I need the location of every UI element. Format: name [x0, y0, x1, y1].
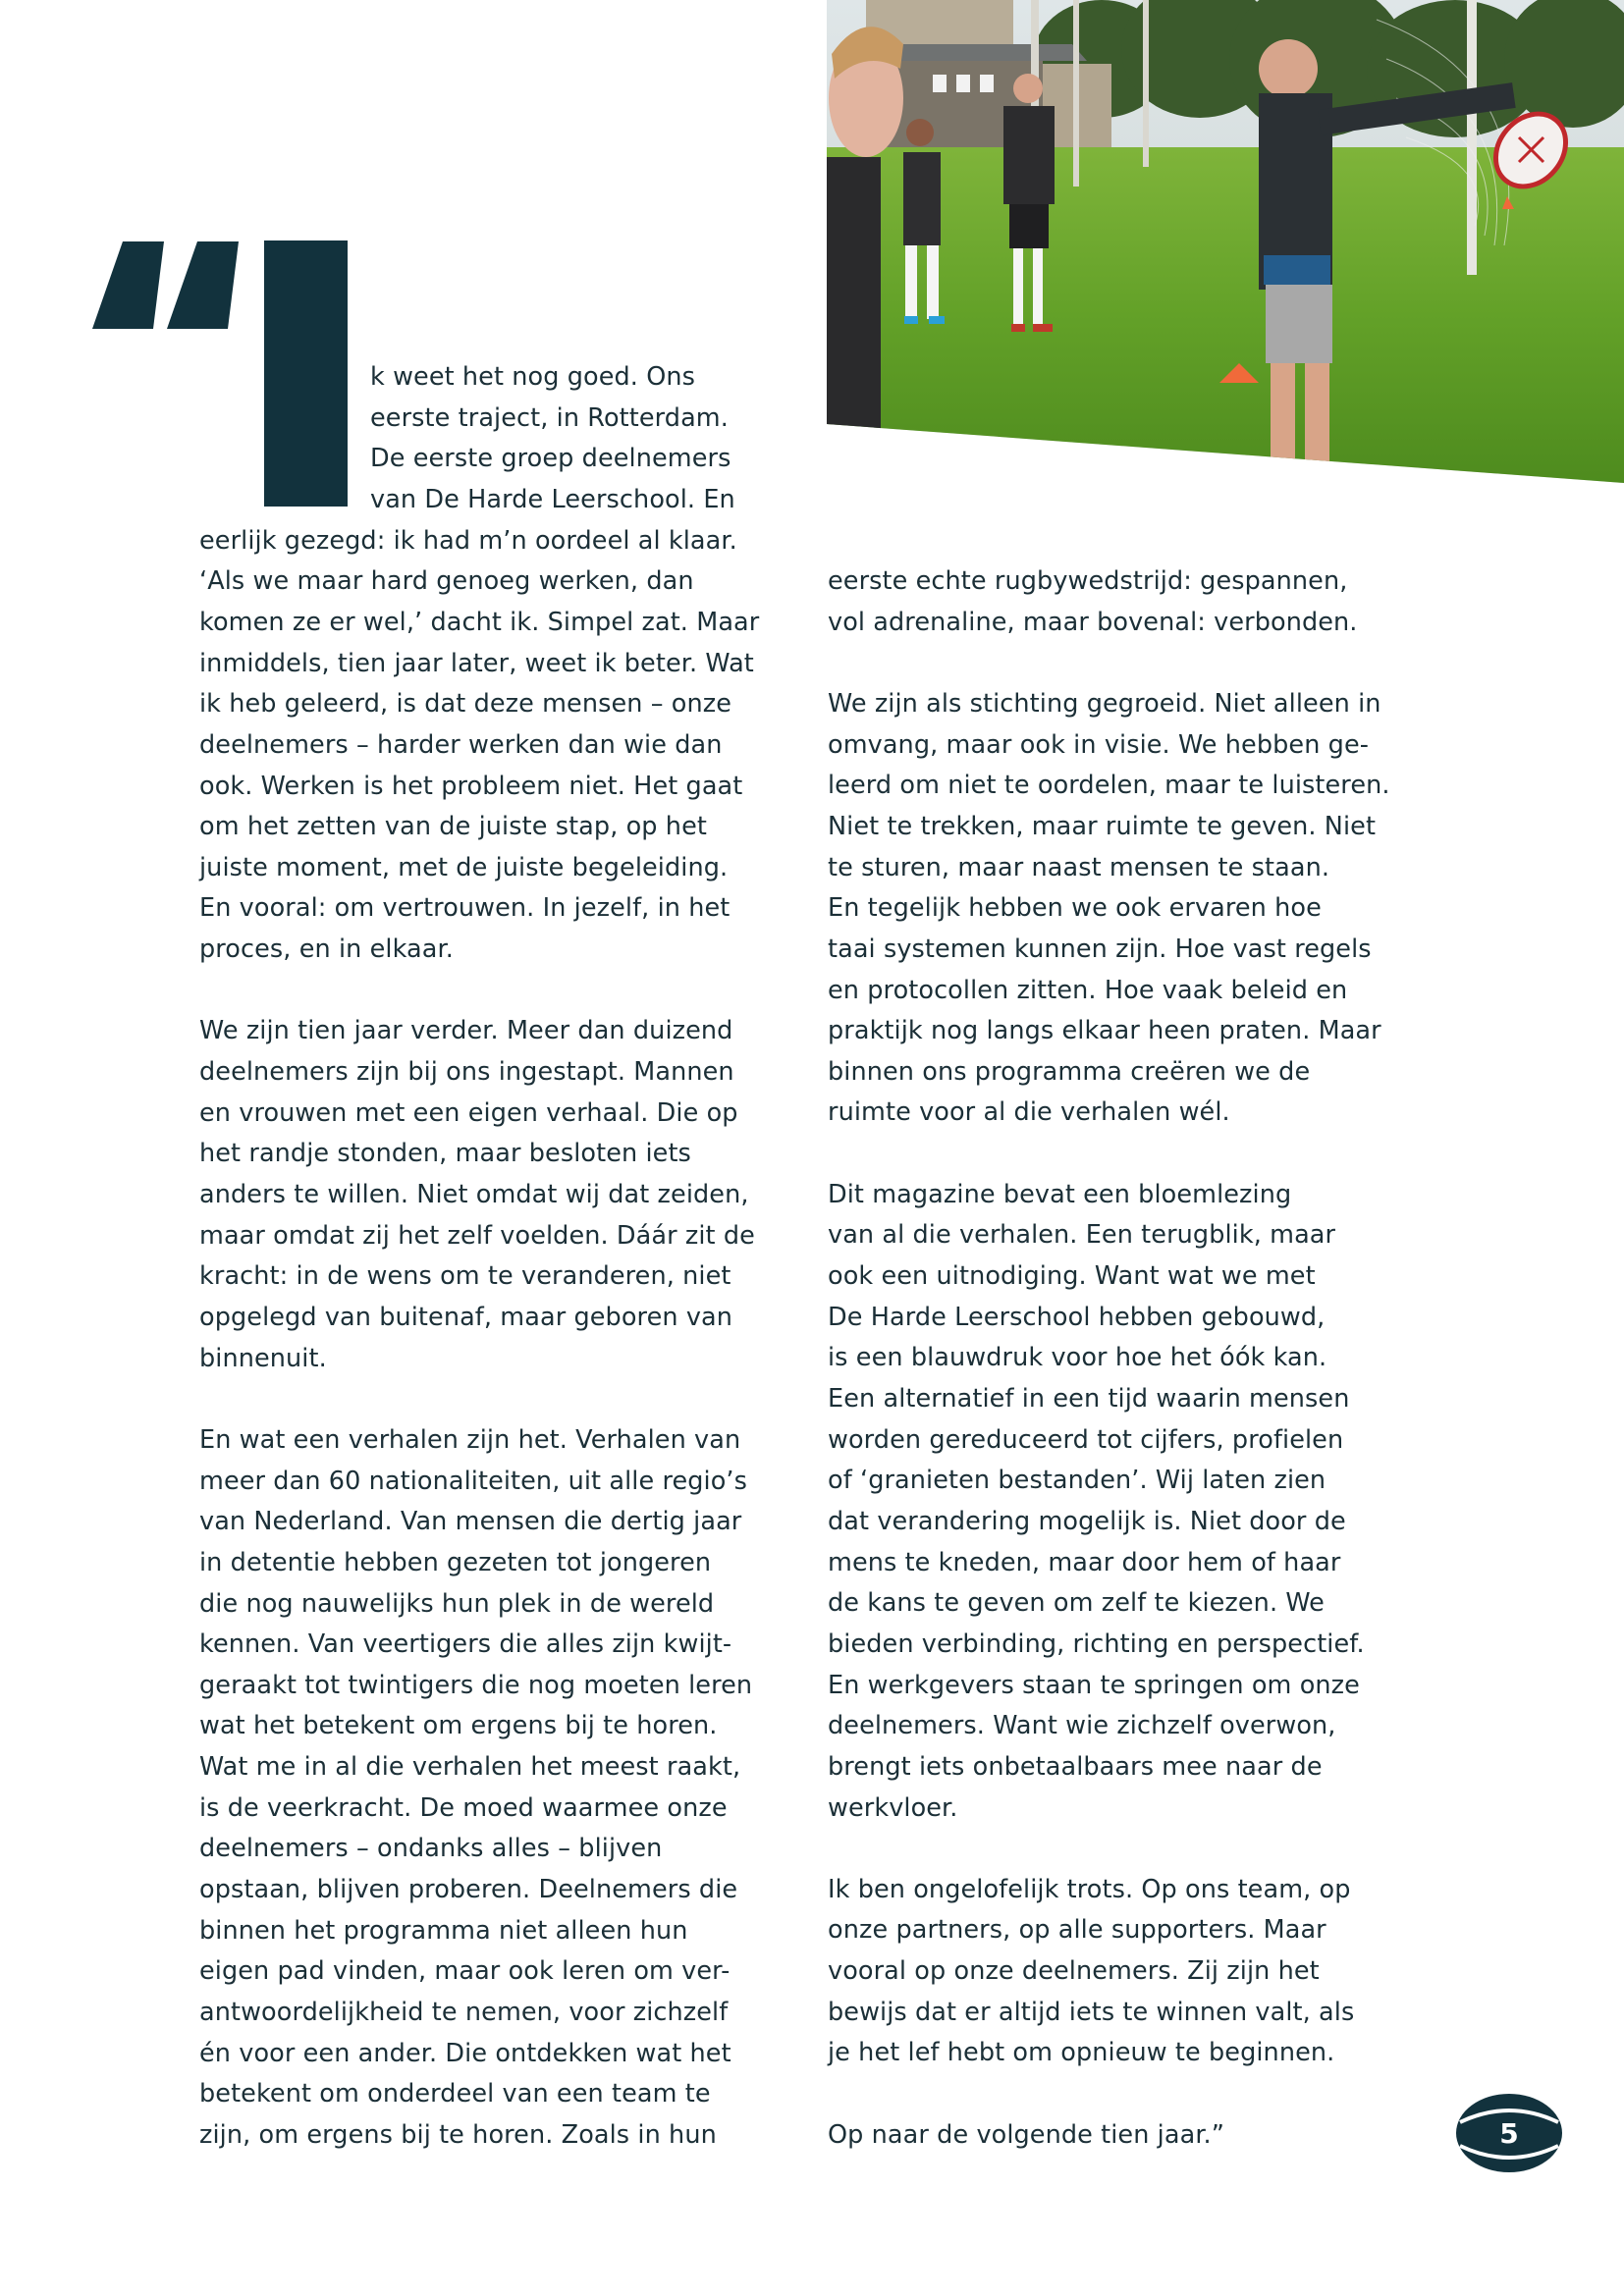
text-line: deelnemers – ondanks alles – blijven — [199, 1834, 663, 1864]
text-line: in detentie hebben gezeten tot jongeren — [199, 1547, 712, 1577]
text-line: ik heb geleerd, is dat deze mensen – onze — [199, 689, 732, 720]
text-line: En werkgevers staan te springen om onze — [828, 1670, 1360, 1700]
text-line: opgelegd van buitenaf, maar geboren van — [199, 1302, 732, 1332]
text-line: om het zetten van de juiste stap, op het — [199, 812, 707, 842]
text-line: Op naar de volgende tien jaar.” — [828, 2119, 1225, 2150]
page-number: 5 — [1499, 2116, 1519, 2150]
text-line: antwoordelijkheid te nemen, voor zichzelf — [199, 1998, 729, 2027]
text-line: betekent om onderdeel van een team te — [199, 2079, 711, 2109]
text-line: binnen het programma niet alleen hun — [199, 1915, 688, 1946]
text-line: leerd om niet te oordelen, maar te luisteren. — [828, 771, 1390, 801]
text-line: deelnemers zijn bij ons ingestapt. Mannen — [199, 1057, 734, 1088]
text-line: Wat me in al die verhalen het meest raakt, — [199, 1752, 741, 1783]
text-line: is een blauwdruk voor hoe het óók kan. — [828, 1343, 1327, 1373]
text-line: juiste moment, met de juiste begeleiding. — [199, 852, 729, 882]
text-line: Niet te trekken, maar ruimte te geven. Niet — [828, 811, 1377, 841]
text-line: opstaan, blijven proberen. Deelnemers die — [199, 1875, 738, 1905]
text-line: ‘Als we maar hard genoeg werken, dan — [199, 566, 694, 597]
rugby-training-photo — [827, 0, 1624, 483]
text-line: vooral op onze deelnemers. Zij zijn het — [828, 1956, 1320, 1987]
text-line: en vrouwen met een eigen verhaal. Die op — [199, 1097, 738, 1128]
text-line: worden gereduceerd tot cijfers, profielen — [828, 1424, 1344, 1455]
text-line: is de veerkracht. De moed waarmee onze — [199, 1792, 728, 1823]
text-line: We zijn tien jaar verder. Meer dan duizend — [199, 1016, 733, 1046]
text-line: meer dan 60 nationaliteiten, uit alle regio’s — [199, 1466, 748, 1496]
text-line: eerste echte rugbywedstrijd: gespannen, — [828, 566, 1348, 596]
text-line: vol adrenaline, maar bovenal: verbonden. — [828, 607, 1358, 637]
text-line: van Nederland. Van mensen die dertig jaar — [199, 1507, 742, 1537]
text-line: We zijn als stichting gegroeid. Niet alleen in — [828, 688, 1381, 719]
text-line: eerlijk gezegd: ik had m’n oordeel al klaar. — [199, 525, 737, 556]
text-line: binnen ons programma creëren we de — [828, 1056, 1311, 1087]
text-line: te sturen, maar naast mensen te staan. — [828, 852, 1330, 882]
text-line: wat het betekent om ergens bij te horen. — [199, 1711, 718, 1741]
text-line: Dit magazine bevat een bloemlezing — [828, 1179, 1292, 1209]
text-line: inmiddels, tien jaar later, weet ik beter. Wat — [199, 648, 754, 678]
text-line: komen ze er wel,’ dacht ik. Simpel zat. Maar — [199, 607, 760, 637]
dropcap-letter-block — [264, 240, 348, 507]
text-line: deelnemers – harder werken dan wie dan — [199, 729, 723, 760]
text-line: bewijs dat er altijd iets te winnen valt, als — [828, 1997, 1355, 2027]
text-line: geraakt tot twintigers die nog moeten leren — [199, 1670, 753, 1700]
text-line: bieden verbinding, richting en perspectief. — [828, 1629, 1365, 1659]
text-line: binnenuit. — [199, 1343, 327, 1373]
text-line: En wat een verhalen zijn het. Verhalen van — [199, 1424, 741, 1455]
text-line: kracht: in de wens om te veranderen, niet — [199, 1261, 731, 1292]
text-line: je het lef hebt om opnieuw te beginnen. — [828, 2038, 1335, 2068]
dropcap-letter — [264, 240, 265, 241]
quote-mark-icon — [88, 240, 245, 332]
text-line: eigen pad vinden, maar ook leren om ver- — [199, 1956, 731, 1987]
text-line: kennen. Van veertigers die alles zijn kwijt- — [199, 1629, 732, 1660]
text-line: die nog nauwelijks hun plek in de wereld — [199, 1588, 715, 1619]
text-line: taai systemen kunnen zijn. Hoe vast regels — [828, 934, 1372, 964]
text-line: praktijk nog langs elkaar heen praten. Maar — [828, 1016, 1381, 1046]
text-line: En tegelijk hebben we ook ervaren hoe — [828, 893, 1322, 924]
text-line: De eerste groep deelnemers — [370, 444, 731, 474]
text-line: eerste traject, in Rotterdam. — [370, 402, 729, 433]
text-line: proces, en in elkaar. — [199, 934, 454, 965]
grass-field — [827, 147, 1624, 483]
text-line: omvang, maar ook in visie. We hebben ge- — [828, 729, 1370, 760]
text-line: en protocollen zitten. Hoe vaak beleid en — [828, 975, 1348, 1005]
page-number-badge — [1453, 2091, 1565, 2175]
text-line: Ik ben ongelofelijk trots. Op ons team, op — [828, 1874, 1351, 1904]
text-line: brengt iets onbetaalbaars mee naar de — [828, 1751, 1323, 1782]
text-line: De Harde Leerschool hebben gebouwd, — [828, 1302, 1326, 1332]
text-line: k weet het nog goed. Ons — [370, 362, 696, 392]
text-line: ruimte voor al die verhalen wél. — [828, 1097, 1230, 1128]
text-line: En vooral: om vertrouwen. In jezelf, in het — [199, 893, 731, 924]
text-line: het randje stonden, maar besloten iets — [199, 1139, 691, 1169]
text-line: zijn, om ergens bij te horen. Zoals in hun — [199, 2119, 717, 2150]
text-line: onze partners, op alle supporters. Maar — [828, 1915, 1326, 1946]
text-line: ook een uitnodiging. Want wat we met — [828, 1261, 1316, 1292]
text-line: anders te willen. Niet omdat wij dat zeiden, — [199, 1180, 749, 1209]
text-line: van al die verhalen. Een terugblik, maar — [828, 1220, 1336, 1251]
text-line: de kans te geven om zelf te kiezen. We — [828, 1588, 1325, 1619]
text-line: werkvloer. — [828, 1792, 958, 1823]
text-line: mens te kneden, maar door hem of haar — [828, 1547, 1341, 1577]
text-line: deelnemers. Want wie zichzelf overwon, — [828, 1711, 1336, 1741]
text-line: dat verandering mogelijk is. Niet door de — [828, 1506, 1346, 1536]
text-line: ook. Werken is het probleem niet. Het gaat — [199, 771, 743, 801]
text-line: of ‘granieten bestanden’. Wij laten zien — [828, 1466, 1326, 1496]
text-line: Een alternatief in een tijd waarin mensen — [828, 1384, 1350, 1414]
text-line: van De Harde Leerschool. En — [370, 484, 735, 514]
text-line: én voor een ander. Die ontdekken wat het — [199, 2038, 731, 2068]
text-line: maar omdat zij het zelf voelden. Dáár zit de — [199, 1220, 755, 1251]
